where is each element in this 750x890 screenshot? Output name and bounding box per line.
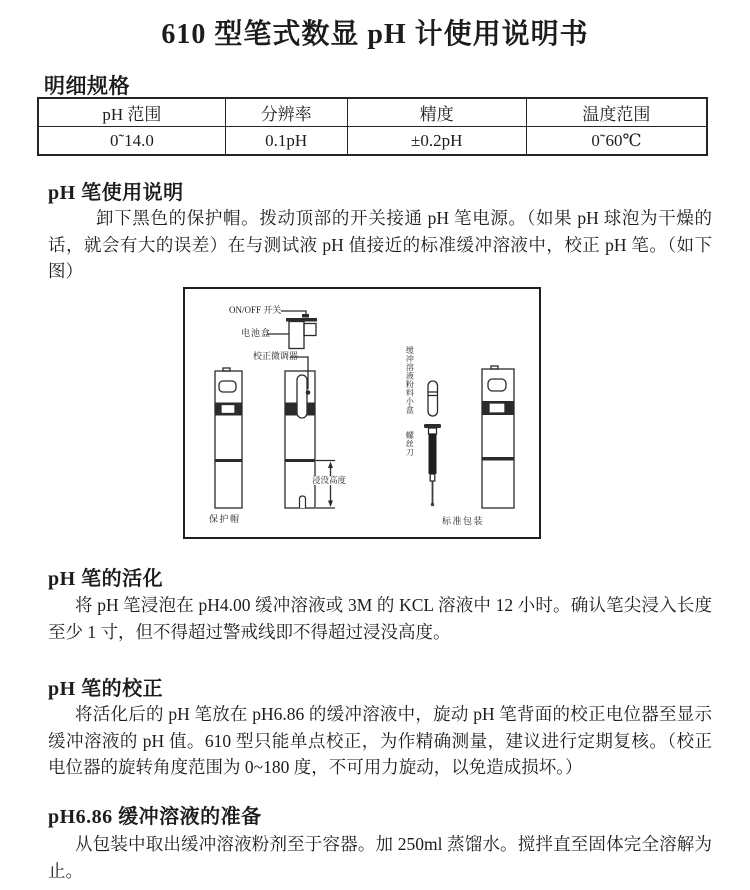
on-off-switch-label: ON/OFF 开关 [229, 305, 282, 315]
specs-value-ph-range: 0˜14.0 [38, 127, 225, 156]
specs-header-accuracy: 精度 [347, 98, 526, 127]
immersion-height-label: 浸没高度 [312, 475, 347, 485]
buffer-powder-capsule-drawing [428, 381, 438, 416]
screwdriver-drawing [424, 424, 441, 506]
activation-heading: pH 笔的活化 [48, 568, 164, 590]
activation-paragraph: 将 pH 笔浸泡在 pH4.00 缓冲溶液或 3M 的 KCL 溶液中 12 小时。确认笔尖浸入长度至少 1 寸，但不得超过警戒线即不得超过浸没高度。 [48, 595, 712, 642]
specs-value-temp-range: 0˜60℃ [526, 127, 707, 156]
buffer-powder-box-label: 缓冲溶液粉料小盒 [405, 346, 415, 414]
specs-header-resolution: 分辨率 [225, 98, 347, 127]
page-title: 610 型笔式数显 pH 计使用说明书 [161, 19, 589, 50]
battery-box-label: 电池盒 [241, 328, 272, 338]
diagram-line-art [185, 289, 539, 537]
calibration-paragraph: 将活化后的 pH 笔放在 pH6.86 的缓冲溶液中，旋动 pH 笔背面的校正电位器至显示缓冲溶液的 pH 值。610 型只能单点校正，为作精确测量，建议进行定期复核。（校正电位器的旋转角度范围为 0~180 度，不可用力旋动，以免造成损坏。） [48, 704, 712, 777]
buffer-prep-paragraph: 从包装中取出缓冲溶液粉剂至于容器。加 250ml 蒸馏水。搅拌直至固体完全溶解为止。 [48, 834, 712, 881]
specs-table [37, 97, 708, 156]
specs-header-temp-range: 温度范围 [526, 98, 707, 127]
battery-box-drawing [267, 311, 317, 389]
pen-back-drawing [285, 371, 315, 508]
protective-cap-label: 保护帽 [209, 514, 241, 524]
pen-packaged-drawing [482, 366, 514, 508]
standard-package-label: 标准包装 [442, 516, 485, 526]
calibration-heading: pH 笔的校正 [48, 678, 164, 700]
usage-paragraph: 卸下黑色的保护帽。拨动顶部的开关接通 pH 笔电源。（如果 pH 球泡为干燥的话，就会有大的误差）在与测试液 pH 值接近的标准缓冲溶液中，校正 pH 笔。（如下图） [48, 208, 712, 281]
buffer-prep-heading: pH6.86 缓冲溶液的准备 [48, 806, 262, 828]
usage-heading: pH 笔使用说明 [48, 182, 184, 204]
specs-value-accuracy: ±0.2pH [347, 127, 526, 156]
pen-front-drawing [215, 368, 242, 508]
specs-value-row [38, 127, 707, 156]
specs-header-ph-range: pH 范围 [38, 98, 225, 127]
specs-value-resolution: 0.1pH [225, 127, 347, 156]
screwdriver-label: 螺丝刀 [405, 431, 415, 457]
calibration-trimmer-label: 校正微调器 [253, 351, 299, 361]
specs-heading: 明细规格 [44, 74, 130, 98]
instrument-diagram [183, 287, 541, 539]
specs-header-row [38, 98, 707, 127]
